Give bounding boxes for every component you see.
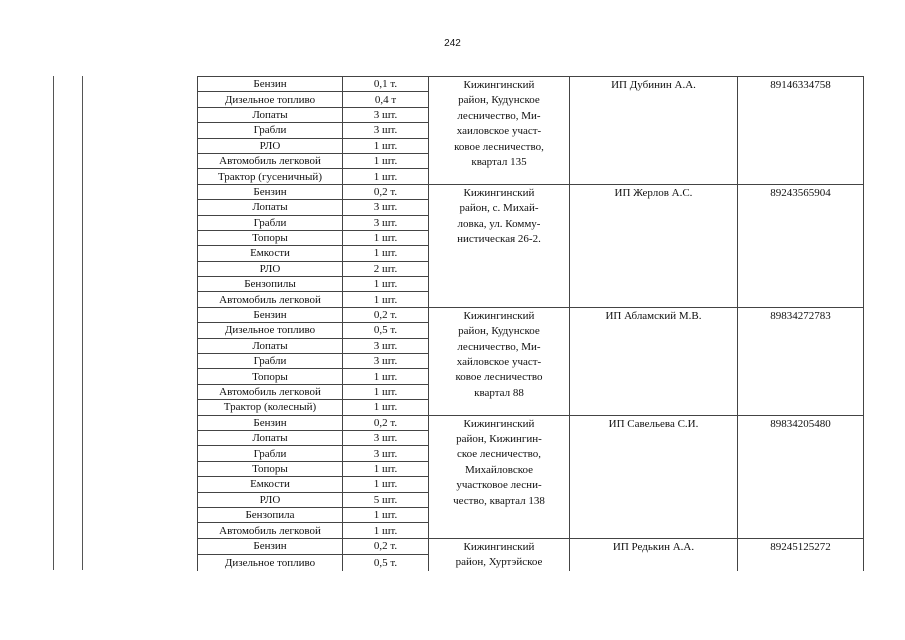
item-name: Автомобиль легковой [198,153,343,168]
item-name: Автомобиль легковой [198,384,343,399]
location-cell [429,184,570,307]
item-quantity: 1 шт. [343,461,429,476]
item-name: Топоры [198,369,343,384]
item-name: Лопаты [198,338,343,353]
item-quantity: 1 шт. [343,400,429,415]
location-line: Кижингинский [463,309,535,322]
item-name: Лопаты [198,107,343,122]
phone-cell [738,307,864,415]
item-name: Лопаты [198,200,343,215]
item-name: Емкости [198,246,343,261]
item-quantity: 3 шт. [343,338,429,353]
phone-number: 89245125272 [770,540,831,553]
location-line: Кижингинский [463,540,535,553]
organization-cell [570,538,738,570]
organization-name: ИП Редькин А.А. [612,540,695,553]
item-name: Бензин [198,307,343,322]
table-row [198,538,864,554]
phone-number: 89834272783 [770,309,831,322]
table-row [198,77,864,92]
item-name: Автомобиль легковой [198,292,343,307]
item-quantity: 1 шт. [343,384,429,399]
phone-number: 89243565904 [770,186,831,199]
location-line: нистическая 26-2. [457,232,541,245]
item-name: РЛО [198,138,343,153]
item-name: Трактор (гусеничный) [198,169,343,184]
item-name: Бензопила [198,507,343,522]
item-name: Дизельное топливо [198,323,343,338]
item-quantity: 0,1 т. [343,77,429,92]
organization-name: ИП Дубинин А.А. [611,79,696,91]
location-line: лесничество, Ми- [457,340,541,353]
location-line: район, Кижингин- [456,433,542,445]
item-quantity: 1 шт. [343,138,429,153]
location-line: Кижингинский [463,417,535,430]
location-cell [429,307,570,415]
location-line: ковое лесничество, [454,140,544,153]
location-line: ское лесничество, [457,448,541,461]
organization-name: ИП Абламский М.В. [605,309,702,322]
item-quantity: 0,5 т. [343,554,429,570]
item-quantity: 1 шт. [343,523,429,538]
item-quantity: 3 шт. [343,200,429,215]
location-line: район, Хуртэйское [455,556,543,569]
organization-cell [570,184,738,307]
location-line: лесничество, Ми- [457,109,541,122]
page-number: 242 [444,38,461,49]
location-line: хайловское участ- [456,356,542,369]
table-row [198,184,864,199]
item-name: Бензин [198,538,343,554]
organization-name: ИП Жерлов А.С. [614,186,693,199]
item-name: Грабли [198,123,343,138]
item-quantity: 1 шт. [343,292,429,307]
location-line: Михайловское [464,463,534,476]
item-quantity: 3 шт. [343,430,429,445]
item-quantity: 1 шт. [343,153,429,168]
item-quantity: 1 шт. [343,507,429,522]
margin-line-right [82,76,83,570]
item-quantity: 0,2 т. [343,184,429,199]
item-quantity: 1 шт. [343,169,429,184]
item-quantity: 0,5 т. [343,323,429,338]
item-name: Грабли [198,446,343,461]
organization-cell [570,415,738,538]
location-line: квартал 88 [474,386,524,399]
table-row [198,307,864,322]
item-quantity: 3 шт. [343,354,429,369]
item-name: Лопаты [198,430,343,445]
item-name: Автомобиль легковой [198,523,343,538]
item-name: РЛО [198,261,343,276]
location-cell [429,415,570,538]
item-name: Бензопилы [198,277,343,292]
phone-cell [738,184,864,307]
item-name: Бензин [198,415,343,430]
location-line: Кижингинский [463,79,535,91]
item-quantity: 1 шт. [343,246,429,261]
phone-number: 89146334758 [770,79,831,91]
location-line: Кижингинский [463,186,535,199]
location-line: ковое лесничество [455,371,543,384]
item-quantity: 3 шт. [343,107,429,122]
margin-line-left [53,76,54,570]
location-line: район, с. Михай- [459,202,539,215]
item-name: Дизельное топливо [198,554,343,570]
item-quantity: 0,2 т. [343,538,429,554]
item-name: Емкости [198,477,343,492]
phone-number: 89834205480 [770,417,831,430]
organization-name: ИП Савельева С.И. [608,417,699,430]
item-quantity: 0,4 т [343,92,429,107]
location-line: хаиловское участ- [456,125,542,138]
phone-cell [738,538,864,570]
table-body [198,77,864,571]
item-quantity: 1 шт. [343,369,429,384]
phone-cell [738,415,864,538]
location-line: район, Кудунское [458,94,540,107]
item-quantity: 0,2 т. [343,415,429,430]
location-line: квартал 135 [471,156,527,169]
item-name: Топоры [198,461,343,476]
item-name: Дизельное топливо [198,92,343,107]
item-quantity: 3 шт. [343,123,429,138]
item-name: Бензин [198,184,343,199]
item-quantity: 0,2 т. [343,307,429,322]
item-name: Трактор (колесный) [198,400,343,415]
location-line: чество, квартал 138 [453,494,545,507]
location-line: ловка, ул. Комму- [457,217,541,230]
location-cell [429,538,570,570]
item-quantity: 5 шт. [343,492,429,507]
item-name: Грабли [198,215,343,230]
item-quantity: 3 шт. [343,446,429,461]
table-row [198,415,864,430]
item-quantity: 1 шт. [343,277,429,292]
location-line: участковое лесни- [456,479,542,492]
item-name: Грабли [198,354,343,369]
organization-cell [570,77,738,185]
location-cell [429,77,570,185]
item-name: РЛО [198,492,343,507]
item-quantity: 1 шт. [343,477,429,492]
item-quantity: 2 шт. [343,261,429,276]
item-quantity: 3 шт. [343,215,429,230]
item-name: Топоры [198,230,343,245]
location-line: район, Кудунское [458,325,540,338]
organization-cell [570,307,738,415]
item-name: Бензин [198,77,343,92]
equipment-table [197,76,864,571]
item-quantity: 1 шт. [343,230,429,245]
phone-cell [738,77,864,185]
